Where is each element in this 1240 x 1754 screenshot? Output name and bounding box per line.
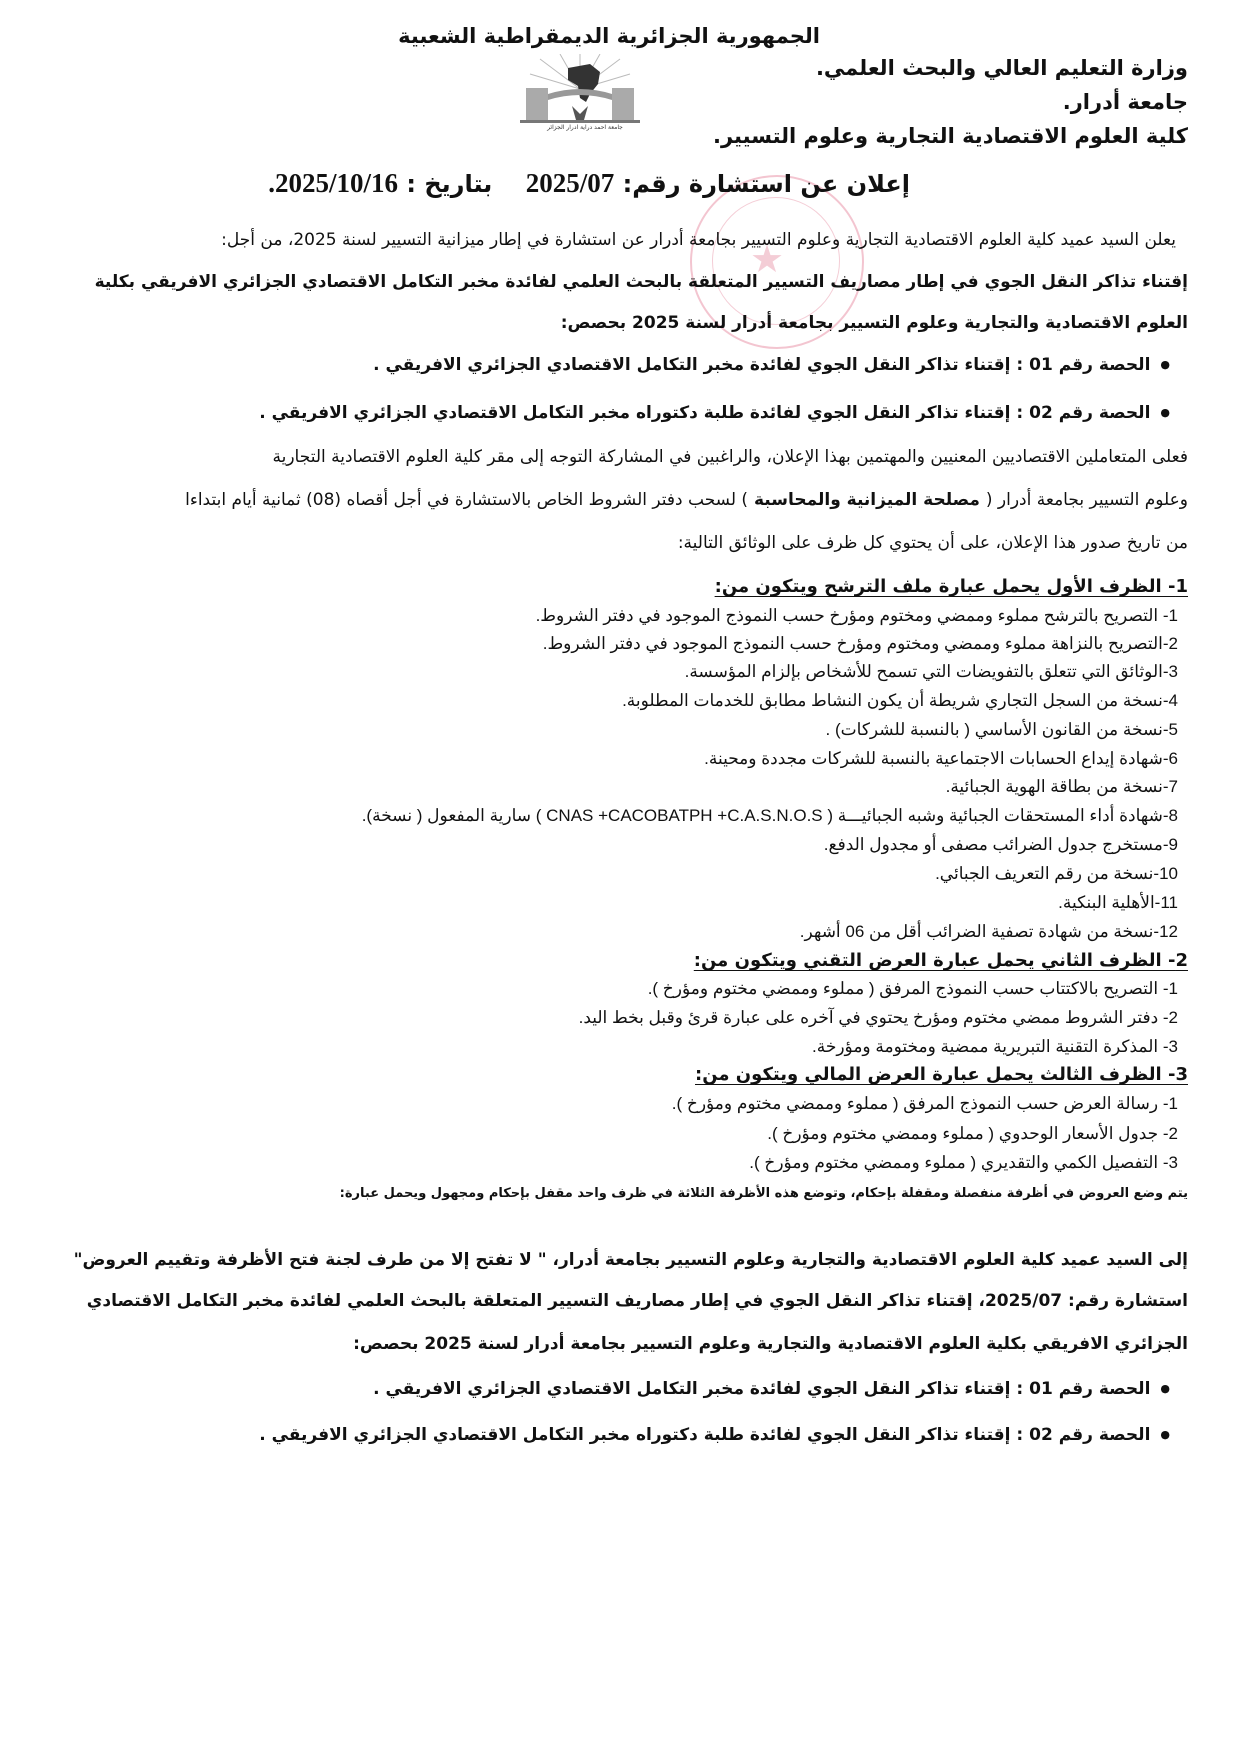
envelope-1-item: 7-نسخة من بطاقة الهوية الجبائية. [945, 777, 1178, 796]
envelope-1-item: 6-شهادة إيداع الحسابات الاجتماعية بالنسبة للشركات مجددة ومحينة. [704, 749, 1178, 768]
envelope-1-item: 10-نسخة من رقم التعريف الجبائي. [935, 864, 1178, 883]
envelope-1-item: 1- التصريح بالترشح مملوء وممضي ومختوم ومؤرخ حسب النموذج الموجود في دفتر الشروط. [535, 606, 1178, 625]
envelope-2-item: 3- المذكرة التقنية التبريرية ممضية ومختومة ومؤرخة. [811, 1037, 1178, 1056]
envelope-3-item: 3- التفصيل الكمي والتقديري ( مملوء وممضي مختوم ومؤرخ ). [749, 1153, 1178, 1172]
announcement-title [268, 168, 910, 199]
republic-heading: الجمهورية الجزائرية الديمقراطية الشعبية [398, 24, 820, 48]
consultation-number: 2025/07 [525, 168, 615, 198]
faculty-name: كلية العلوم الاقتصادية التجارية وعلوم التسيير. [713, 124, 1188, 148]
envelope-1-item: 12-نسخة من شهادة تصفية الضرائب أقل من 06 أشهر. [799, 922, 1178, 941]
call-line-2 [185, 490, 1188, 510]
call-line-1: فعلى المتعاملين الاقتصاديين المعنيين والمهتمين بهذا الإعلان، والراغبين في المشاركة التوجه إلى مقر كلية العلوم الاقتصادية التجارية [272, 447, 1188, 467]
outer-lot-item: ● الحصة رقم 02 : إقتناء تذاكر النقل الجوي لفائدة طلبة دكتوراه مخبر التكامل الاقتصادي الجزائري الافريقي . [259, 1425, 1170, 1445]
envelope-3-heading: 3- الظرف الثالث يحمل عبارة العرض المالي ويتكون من: [695, 1064, 1188, 1085]
lot-item: ● الحصة رقم 01 : إقتناء تذاكر النقل الجوي لفائدة مخبر التكامل الاقتصادي الجزائري الافريقي . [373, 355, 1170, 375]
envelope-1-item: 4-نسخة من السجل التجاري شريطة أن يكون النشاط مطابق للخدمات المطلوبة. [622, 691, 1178, 710]
envelope-1-item: 2-التصريح بالنزاهة مملوء وممضي ومختوم ومؤرخ حسب النموذج الموجود في دفتر الشروط. [542, 634, 1178, 653]
envelope-3-item: 2- جدول الأسعار الوحدوي ( مملوء وممضي مختوم ومؤرخ ). [767, 1124, 1178, 1143]
envelope-1-item: 5-نسخة من القانون الأساسي ( بالنسبة للشركات) . [825, 720, 1178, 739]
envelope-1-item: 11-الأهلية البنكية. [1058, 893, 1178, 912]
envelope-2-item: 1- التصريح بالاكتتاب حسب النموذج المرفق ( مملوء وممضي مختوم ومؤرخ ). [647, 979, 1178, 998]
envelope-1-item: 8-شهادة أداء المستحقات الجبائية وشبه الجبائيـــة ( CNAS +CACOBATPH +C.A.S.N.O.S ) سارية المفعول ( نسخة). [361, 806, 1178, 825]
title-prefix: إعلان عن استشارة رقم: [622, 170, 910, 198]
outer-lot-item: ● الحصة رقم 01 : إقتناء تذاكر النقل الجوي لفائدة مخبر التكامل الاقتصادي الجزائري الافريقي . [373, 1379, 1170, 1399]
envelope-1-heading: 1- الظرف الأول يحمل عبارة ملف الترشح ويتكون من: [714, 576, 1188, 597]
stamp-star-icon: ★ [750, 237, 785, 281]
outer-envelope-line-2: استشارة رقم: 2025/07، إقتناء تذاكر النقل الجوي في إطار مصاريف التسيير المتعلقة بالبحث العلمي لفائدة مخبر التكامل الاقتصادي [86, 1291, 1188, 1311]
envelope-2-heading: 2- الظرف الثاني يحمل عبارة العرض التقني ويتكون من: [693, 950, 1188, 971]
call-line-2-start: وعلوم التسيير بجامعة أدرار ( [985, 490, 1188, 510]
call-line-3: من تاريخ صدور هذا الإعلان، على أن يحتوي كل ظرف على الوثائق التالية: [677, 533, 1188, 553]
envelope-2-item: 2- دفتر الشروط ممضي مختوم ومؤرخ يحتوي في آخره على عبارة قرئ وقبل بخط اليد. [578, 1008, 1178, 1027]
intro-line-2: إقتناء تذاكر النقل الجوي في إطار مصاريف التسيير المتعلقة بالبحث العلمي لفائدة مخبر التكامل الاقتصادي الجزائري الافريقي بكلية [94, 272, 1188, 292]
outer-envelope-line-3: الجزائري الافريقي بكلية العلوم الاقتصادية والتجارية وعلوم التسيير بجامعة أدرار لسنة 2025 بحصص: [353, 1334, 1188, 1354]
right-tower-icon [612, 88, 634, 122]
ministry-name: وزارة التعليم العالي والبحث العلمي. [815, 56, 1188, 80]
lot-item: ● الحصة رقم 02 : إقتناء تذاكر النقل الجوي لفائدة طلبة دكتوراه مخبر التكامل الاقتصادي الجزائري الافريقي . [259, 403, 1170, 423]
date-label: بتاريخ : [406, 170, 493, 198]
envelope-note: يتم وضع العروض في أظرفة منفصلة ومقفلة بإحكام، وتوضع هذه الأظرفة الثلاثة في ظرف واحد مقفل بإحكام ومجهول ويحمل عبارة: [339, 1186, 1188, 1201]
budget-office: مصلحة الميزانية والمحاسبة [748, 490, 986, 510]
outer-envelope-line-1: إلى السيد عميد كلية العلوم الاقتصادية والتجارية وعلوم التسيير بجامعة أدرار، " لا تفتح إلا من طرف لجنة فتح الأظرفة وتقييم العروض" [73, 1250, 1188, 1270]
left-tower-icon [526, 88, 548, 122]
logo-base [520, 120, 640, 123]
envelope-1-item: 9-مستخرج جدول الضرائب مصفى أو مجدول الدفع. [823, 835, 1178, 854]
call-line-2-end: ) لسحب دفتر الشروط الخاص بالاستشارة في أجل أقصاه (08) ثمانية أيام ابتداءا [185, 490, 749, 510]
logo-caption: جامعة احمد دراية ادرار الجزائر [547, 124, 623, 131]
university-name: جامعة أدرار. [1062, 90, 1188, 114]
envelope-3-item: 1- رسالة العرض حسب النموذج المرفق ( مملوء وممضي مختوم ومؤرخ ). [671, 1094, 1178, 1113]
announcement-date: 2025/10/16. [268, 168, 399, 198]
arch-icon [548, 89, 612, 100]
university-logo [520, 54, 640, 132]
envelope-1-item: 3-الوثائق التي تتعلق بالتفويضات التي تسمح للأشخاص بإلزام المؤسسة. [684, 662, 1178, 681]
intro-line-3: العلوم الاقتصادية والتجارية وعلوم التسيير بجامعة أدرار لسنة 2025 بحصص: [560, 313, 1188, 333]
book-icon [572, 106, 588, 120]
intro-line-1: يعلن السيد عميد كلية العلوم الاقتصادية التجارية وعلوم التسيير بجامعة أدرار عن استشارة في إطار ميزانية التسيير لسنة 2025، من أجل: [221, 230, 1176, 250]
